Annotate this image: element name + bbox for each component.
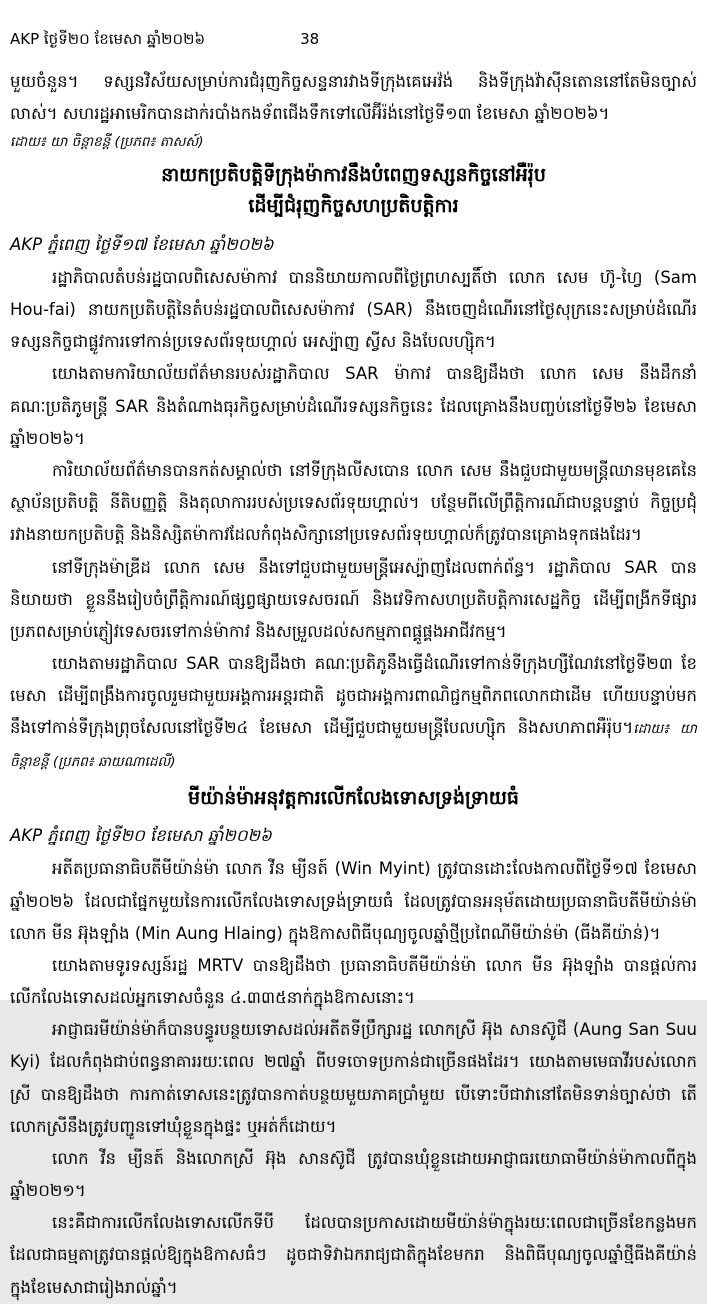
article1-paragraph: រដ្ឋាភិបាលតំបន់រដ្ឋបាលពិសេសម៉ាកាវ បាននិយាយកាលពីថ្ងៃព្រហស្បតិ៍ថា លោក សេម ហ៊ូ-ហ្វៃ (Sam Hou-fai) នាយកប្រតិបត្តិនៃតំបន់រដ្ឋបាលពិសេសម៉ាកាវ (SAR) នឹងចេញដំណើរនៅថ្ងៃសុក្រនេះសម្រាប់ដំណើរទស្សនកិច្ចជាផ្លូវការទៅកាន់ប្រទេសព័រទុយហ្គាល់ អេស្ប៉ាញ ស្វីស និងបែលហ្ស៊ិក។ [10, 267, 697, 352]
article1-paragraph: យោងតាមការិយាល័យព័ត៌មានរបស់រដ្ឋាភិបាល SAR ម៉ាកាវ បានឱ្យដឹងថា លោក សេម នឹងដឹកនាំគណៈប្រតិភូមន្ត្រី SAR និងតំណាងធុរកិច្ចសម្រាប់ដំណើរទស្សនកិច្ចនេះ ដែលគ្រោងនឹងបញ្ចប់នៅថ្ងៃទី២៦ ខែមេសា ឆ្នាំ២០២៦។ [10, 364, 697, 448]
article2-dateline: AKP ភ្នំពេញ ថ្ងៃទី២០ ខែមេសា ឆ្នាំ២០២៦ [10, 826, 272, 846]
article2-paragraph: លោក វីន ម្យីនត៍ និងលោកស្រី អ៊ុង សានស៊ូជី ត្រូវបានឃុំខ្លួនដោយអាជ្ញាធរយោធាមីយ៉ាន់ម៉ាកាលពីក្នុងឆ្នាំ២០២១។ [10, 1148, 697, 1201]
article2-paragraph: អាជ្ញាធរមីយ៉ាន់ម៉ាក៏បានបន្ធូរបន្ថយទោសដល់អតីតទីប្រឹក្សារដ្ឋ លោកស្រី អ៊ុង សានស៊ូជី (Aung San Suu Kyi) ដែលកំពុងជាប់ពន្ធនាគាររយៈពេល ២៧ឆ្នាំ ពីបទចោទប្រកាន់ជាច្រើនផងដែរ។ យោងតាមមេធាវីរបស់លោកស្រី បានឱ្យដឹងថា ការកាត់ទោសនេះត្រូវបានកាត់បន្ថយមួយភាគប្រាំមួយ បើទោះបីជាវានៅតែមិនទាន់ច្បាស់ថា តើលោកស្រីនឹងត្រូវបញ្ជូនទៅឃុំខ្លួនក្នុងផ្ទះ ឬអត់ក៏ដោយ។ [10, 1020, 697, 1136]
article2-paragraph: អតីតប្រធានាធិបតីមីយ៉ាន់ម៉ា លោក វីន ម្យីនត៍ (Win Myint) ត្រូវបានដោះលែងកាលពីថ្ងៃទី១៧ ខែមេសា ឆ្នាំ២០២៦ ដែលជាផ្នែកមួយនៃការលើកលែងទោសទ្រង់ទ្រាយធំ ដែលត្រូវបានអនុម័តដោយប្រធានាធិបតីមីយ៉ាន់ម៉ា លោក មីន អ៊ុងឡាំង (Min Aung Hlaing) ក្នុងឱកាសពិធីបុណ្យចូលឆ្នាំថ្មីប្រពៃណីមីយ៉ាន់ម៉ា (ធីងគីយ៉ាន់)។ [10, 859, 697, 943]
article-macao-visit [10, 160, 697, 777]
article1-paragraph-last [10, 648, 697, 777]
article2-paragraph: យោងតាមទូរទស្សន៍រដ្ឋ MRTV បានឱ្យដឹងថា ប្រធានាធិបតីមីយ៉ាន់ម៉ា លោក មីន អ៊ុងឡាំង បានផ្តល់ការលើកលែងទោសដល់អ្នកទោសចំនួន ៤.៣៣៥នាក់ក្នុងឱកាសនោះ។ [10, 955, 697, 1008]
article1-paragraph: នៅទីក្រុងម៉ាឌ្រីដ លោក សេម នឹងទៅជួបជាមួយមន្ត្រីអេស្ប៉ាញដែលពាក់ព័ន្ធ។ រដ្ឋាភិបាល SAR បាននិយាយថា ខ្លួននឹងរៀបចំព្រឹត្តិការណ៍ផ្សព្វផ្សាយទេសចរណ៍ និងវេទិកាសហប្រតិបត្តិការសេដ្ឋកិច្ច ដើម្បីពង្រីកទីផ្សារប្រភពសម្រាប់ភ្ញៀវទេសចរទៅកាន់ម៉ាកាវ និងសម្រួលដល់សកម្មភាពផ្គូផ្គងអាជីវកម្ម។ [10, 557, 697, 641]
article1-dateline: AKP ភ្នំពេញ ថ្ងៃទី១៧ ខែមេសា ឆ្នាំ២០២៦ [10, 234, 274, 254]
article1-paragraph-text: យោងតាមរដ្ឋាភិបាល SAR បានឱ្យដឹងថា គណៈប្រតិភូនឹងធ្វើដំណើរទៅកាន់ទីក្រុងហ្សឺណែវនៅថ្ងៃទី២៣ ខែមេសា ដើម្បីពង្រឹងការចូលរួមជាមួយអង្គការអន្តរជាតិ ដូចជាអង្គការពាណិជ្ជកម្មពិភពលោកជាដើម ហើយបន្ទាប់មកនឹងទៅកាន់ទីក្រុងព្រុចសែលនៅថ្ងៃទី២៤ ខែមេសា ដើម្បីជួបជាមួយមន្ត្រីបែលហ្ស៊ិក និងសហភាពអឺរ៉ុប។ [10, 654, 697, 738]
article1-headline [40, 160, 667, 223]
header-date: AKP ថ្ងៃទី២០ ខែមេសា ឆ្នាំ២០២៦ [10, 30, 206, 48]
intro-byline: ដោយ៖ យា ចិន្តាខន្តី (ប្រភព៖ តាសស៍) [10, 134, 204, 151]
article1-paragraph: ការិយាល័យព័ត៌មានបានកត់សម្គាល់ថា នៅទីក្រុងលីសបោន លោក សេម នឹងជួបជាមួយមន្ត្រីឈានមុខគេនៃស្ថាប័នប្រតិបត្តិ នីតិបញ្ញត្តិ និងតុលាការរបស់ប្រទេសព័រទុយហ្គាល់។ បន្ថែមពីលើព្រឹត្តិការណ៍ជាបន្តបន្ទាប់ កិច្ចប្រជុំរវាងនាយកប្រតិបត្តិ និងនិស្សិតម៉ាកាវដែលកំពុងសិក្សានៅប្រទេសព័រទុយហ្គាល់ក៏ត្រូវបានគ្រោងទុកផងដែរ។ [10, 461, 697, 545]
article2-paragraph: នេះគឺជាការលើកលែងទោសលើកទីបី ដែលបានប្រកាសដោយមីយ៉ាន់ម៉ាក្នុងរយៈពេលជាច្រើនខែកន្លងមក ដែលជាធម្មតាត្រូវបានផ្តល់ឱ្យក្នុងឱកាសធំៗ ដូចជាទិវាឯករាជ្យជាតិក្នុងខែមករា និងពិធីបុណ្យចូលឆ្នាំថ្មីធីងគីយ៉ាន់ក្នុងខែមេសាជារៀងរាល់ឆ្នាំ។ [10, 1213, 697, 1297]
article2-headline: មីយ៉ាន់ម៉ាអនុវត្តការលើកលែងទោសទ្រង់ទ្រាយធំ [188, 786, 519, 809]
article1-headline-line1: នាយកប្រតិបត្តិទីក្រុងម៉ាកាវនឹងបំពេញទស្សនកិច្ចនៅអឺរ៉ុប [161, 163, 546, 186]
article-myanmar-amnesty [10, 783, 697, 1304]
article1-headline-line2: ដើម្បីជំរុញកិច្ចសហប្រតិបត្តិការ [248, 195, 459, 218]
intro-continuation-paragraph: មួយចំនួន។ ទស្សនវិស័យសម្រាប់ការជំរុញកិច្ចសន្ទនារវាងទីក្រុងគេអេវ៉ង់ និងទីក្រុងវ៉ាស៊ីនតោននៅតែមិនច្បាស់លាស់។ សហរដ្ឋអាមេរិកបានដាក់របាំងកងទ័ពជើងទឹកទៅលើអ៊ីរ៉ង់នៅថ្ងៃទី១៣ ខែមេសា ឆ្នាំ២០២៦។ [10, 72, 697, 124]
page-header [10, 30, 697, 52]
article1-byline: ដោយ៖ យា ចិន្តាខន្តី (ប្រភព៖ ឆាយណាដេលី) [10, 721, 697, 770]
page-number: 38 [300, 30, 320, 48]
